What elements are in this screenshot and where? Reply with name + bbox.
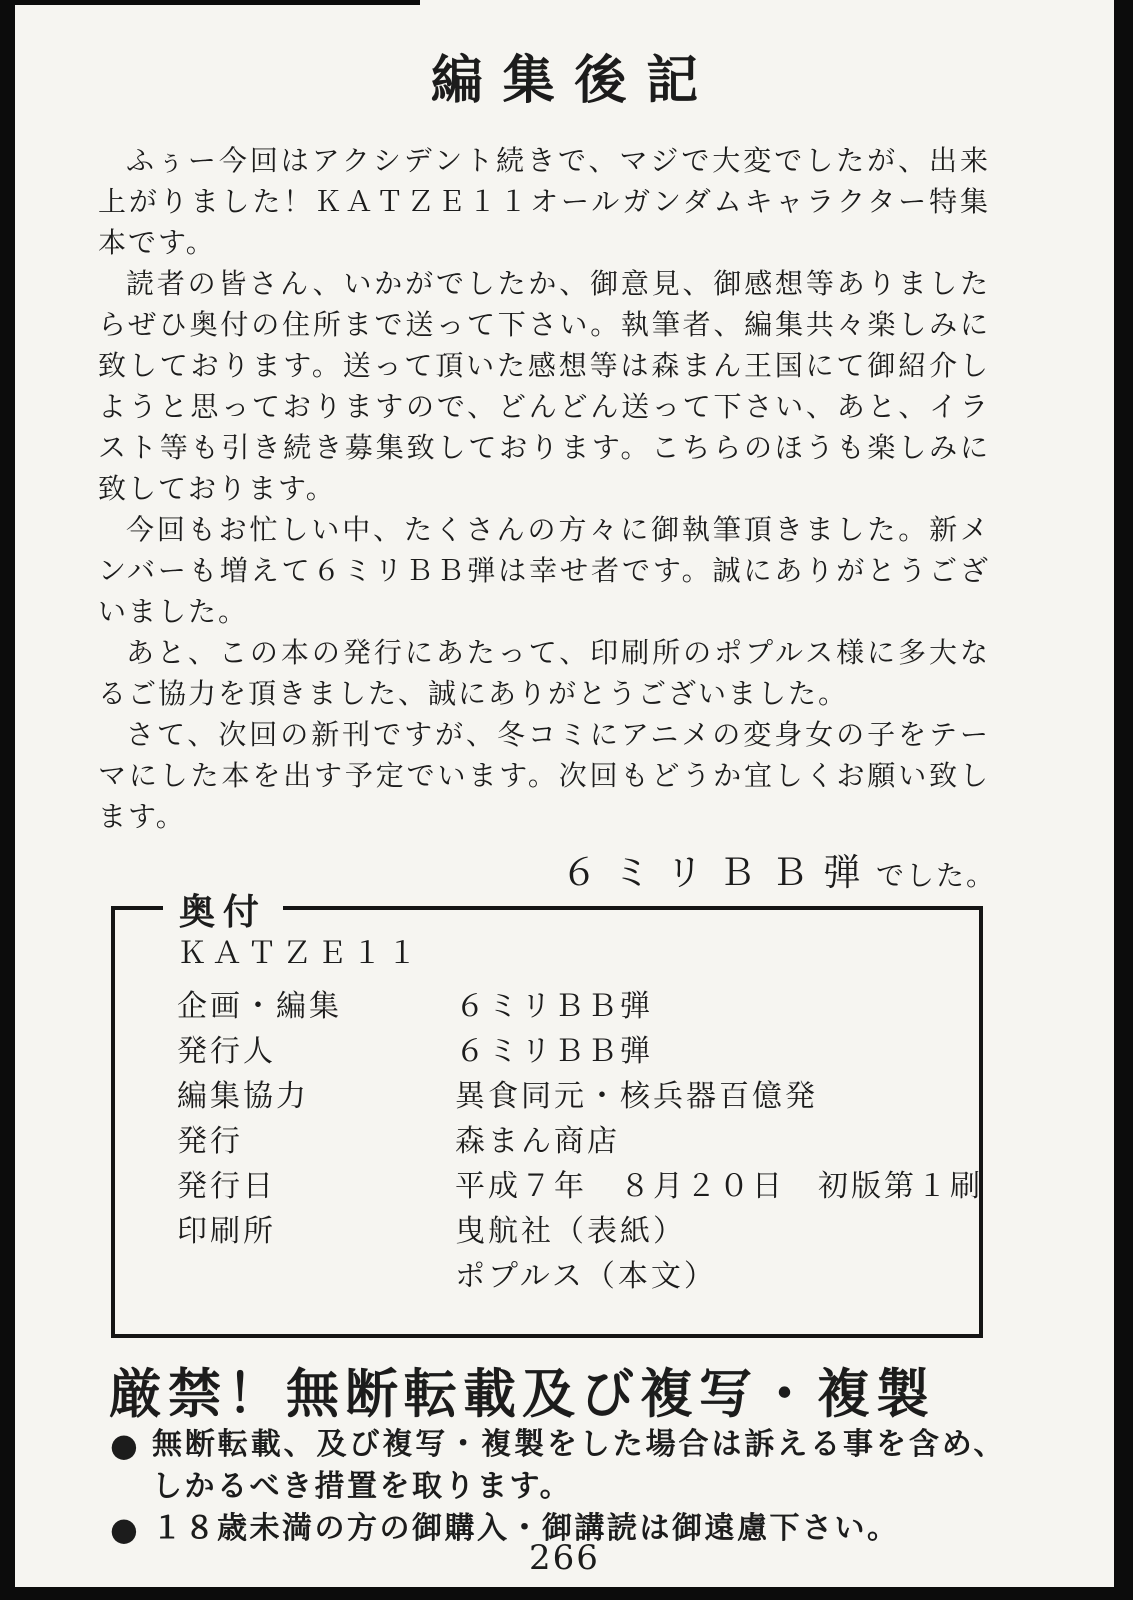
colophon-row bbox=[177, 1119, 969, 1164]
afterword-paragraph: 読者の皆さん、いかがでしたか、御意見、御感想等ありましたらぜひ奥付の住所まで送って下さい。執筆者、編集共々楽しみに致しております。送って頂いた感想等は森まん王国にて御紹介しようと思っておりますので、どんどん送って下さい、あと、イラスト等も引き続き募集致しております。こちらのほうも楽しみに致しております。 bbox=[98, 267, 990, 505]
afterword-paragraph: ふぅー今回はアクシデント続きで、マジで大変でしたが、出来上がりました！ＫＡＴＺＥ１１オールガンダムキャラクター特集本です。 bbox=[98, 144, 990, 259]
afterword-paragraph: さて、次回の新刊ですが、冬コミにアニメの変身女の子をテーマにした本を出す予定でいます。次回もどうか宜しくお願い致します。 bbox=[98, 718, 990, 833]
afterword-paragraph: あと、この本の発行にあたって、印刷所のポプルス様に多大なるご協力を頂きました、誠にありがとうございました。 bbox=[98, 636, 990, 710]
colophon-label: 企画・編集 bbox=[177, 989, 342, 1024]
signature-suffix: でした。 bbox=[875, 859, 996, 892]
colophon-label bbox=[177, 1254, 455, 1299]
afterword-body bbox=[98, 140, 990, 837]
colophon-label: 印刷所 bbox=[177, 1214, 276, 1249]
colophon-label: 編集協力 bbox=[177, 1079, 309, 1114]
colophon-row bbox=[177, 1074, 969, 1119]
colophon-row bbox=[177, 1254, 969, 1299]
colophon-row bbox=[177, 1209, 969, 1254]
colophon-value: 平成７年 ８月２０日 初版第１刷 bbox=[455, 1169, 983, 1204]
page-number: 266 bbox=[529, 1538, 600, 1578]
bullet-dot-icon: ● bbox=[110, 1510, 141, 1548]
warning-bullet-text: 無断転載、及び複写・複製をした場合は訴える事を含め、しかるべき措置を取ります。 bbox=[152, 1427, 1006, 1504]
colophon-box bbox=[111, 892, 983, 1338]
colophon-legend: 奥付 bbox=[163, 884, 283, 935]
colophon-value: 曳航社（表紙） bbox=[455, 1214, 686, 1249]
colophon-value: 異食同元・核兵器百億発 bbox=[455, 1079, 818, 1114]
afterword-paragraph: 今回もお忙しい中、たくさんの方々に御執筆頂きました。新メンバーも増えて６ミリＢＢ弾は幸せ者です。誠にありがとうございました。 bbox=[98, 513, 990, 628]
warning-bullet-text: １８歳未満の方の御購入・御講読は御遠慮下さい。 bbox=[152, 1511, 900, 1546]
colophon-label: 発行 bbox=[177, 1124, 243, 1159]
colophon-value: 森まん商店 bbox=[455, 1124, 620, 1159]
warning-heading: 厳禁！無断転載及び複写・複製 bbox=[109, 1363, 935, 1425]
colophon-value: ６ミリＢＢ弾 bbox=[455, 989, 653, 1024]
scan-border-top-sliver bbox=[0, 0, 420, 5]
colophon-row bbox=[177, 984, 969, 1029]
colophon-row bbox=[177, 1029, 969, 1074]
scan-border-right bbox=[1114, 0, 1133, 1600]
colophon-value: ６ミリＢＢ弾 bbox=[455, 1034, 653, 1069]
colophon-book-title: ＫＡＴＺＥ１１ bbox=[177, 936, 422, 971]
author-name: ６ミリＢＢ弾 bbox=[560, 851, 876, 894]
colophon-value: ポプルス（本文） bbox=[455, 1259, 717, 1294]
page-title: 編集後記 bbox=[430, 50, 718, 111]
page-content bbox=[15, 0, 1114, 1587]
author-signature bbox=[561, 842, 996, 896]
scan-border-left bbox=[0, 0, 15, 1600]
bullet-dot-icon: ● bbox=[110, 1426, 141, 1464]
warning-bullet bbox=[110, 1424, 1006, 1508]
colophon-label: 発行人 bbox=[177, 1034, 276, 1069]
colophon-row bbox=[177, 1164, 983, 1209]
colophon-label: 発行日 bbox=[177, 1169, 276, 1204]
scan-border-bottom bbox=[0, 1587, 1133, 1600]
